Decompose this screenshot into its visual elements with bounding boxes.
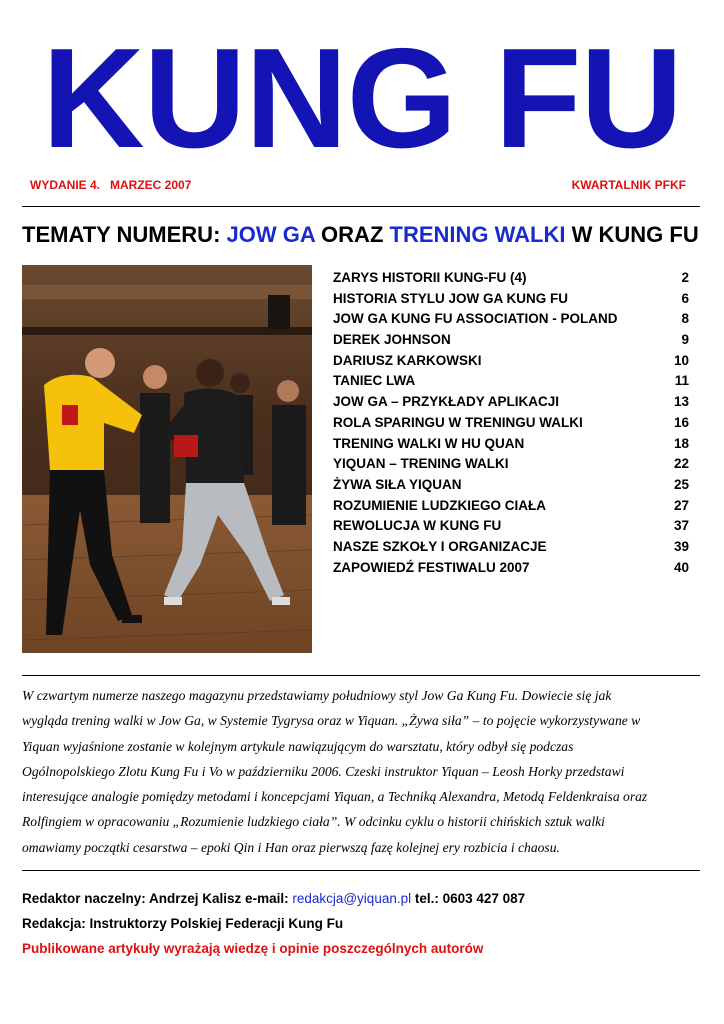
cover-photo [22, 265, 312, 653]
toc-item[interactable] [333, 413, 689, 434]
publication-name: KWARTALNIK PFKF [571, 178, 686, 192]
toc-item-page: 22 [673, 456, 689, 472]
toc-item-title: TRENING WALKI W HU QUAN [333, 435, 525, 451]
toc-item[interactable] [333, 516, 689, 537]
toc-item[interactable] [333, 454, 689, 475]
toc-item[interactable] [333, 268, 689, 289]
toc-item-page: 2 [681, 270, 689, 285]
toc-item-title: ROLA SPARINGU W TRENINGU WALKI [333, 414, 583, 430]
toc-item[interactable] [333, 496, 689, 517]
editor-label: Redaktor naczelny: Andrzej Kalisz e-mail: [22, 891, 293, 906]
intro-line: Ogólnopolskiego Zlotu Kung Fu i Vo w październiku 2006. Czeski instruktor Yiquan – Leosh Horky przedstawi [22, 763, 625, 779]
table-of-contents [333, 268, 689, 578]
headline-topic-jow-ga: JOW GA [226, 222, 315, 247]
toc-item[interactable] [333, 537, 689, 558]
toc-item[interactable] [333, 475, 689, 496]
toc-item[interactable] [333, 330, 689, 351]
staff-line: Redakcja: Instruktorzy Polskiej Federacji Kung Fu [22, 916, 344, 931]
headline-connector: ORAZ [314, 222, 390, 247]
top-divider [22, 206, 700, 207]
toc-item-title: DARIUSZ KARKOWSKI [333, 352, 482, 368]
toc-item-page: 27 [673, 497, 689, 513]
middle-divider [22, 675, 700, 676]
toc-item-title: YIQUAN – TRENING WALKI [333, 456, 509, 472]
intro-line: interesujące analogie pomiędzy metodami i koncepcjami Yiquan, a Techniką Alexandra, Metodą Feldenkraisa oraz [22, 789, 648, 805]
toc-item[interactable] [333, 309, 689, 330]
toc-item-page: 39 [673, 538, 689, 554]
intro-line: Rolfingiem w opracowaniu „Rozumienie ludzkiego ciała”. W odcinku cyklu o historii chińskich sztuk walki [22, 814, 605, 830]
toc-item-title: JOW GA – PRZYKŁADY APLIKACJI [333, 394, 560, 410]
toc-item[interactable] [333, 434, 689, 455]
toc-item-page: 10 [673, 352, 689, 368]
toc-item-title: ROZUMIENIE LUDZKIEGO CIAŁA [333, 497, 546, 513]
toc-item-title: HISTORIA STYLU JOW GA KUNG FU [333, 290, 569, 306]
toc-item-page: 9 [681, 332, 689, 348]
toc-item[interactable] [333, 289, 689, 310]
toc-item-page: 6 [681, 290, 689, 306]
headline-suffix: W KUNG FU [565, 222, 699, 247]
toc-item[interactable] [333, 558, 689, 579]
issue-headline [22, 222, 712, 248]
toc-item-title: NASZE SZKOŁY I ORGANIZACJE [333, 538, 547, 554]
toc-item-page: 8 [681, 311, 689, 327]
headline-prefix: TEMATY NUMERU: [22, 222, 227, 247]
toc-item-page: 40 [673, 559, 689, 575]
toc-item[interactable] [333, 392, 689, 413]
toc-item[interactable] [333, 371, 689, 392]
intro-line: omawiamy początki cesarstwa – epoki Qin i Han oraz pierwszą fazę kolejnej ery rozbicia i chaosu. [22, 839, 560, 855]
editor-phone: tel.: 0603 427 087 [411, 891, 526, 906]
masthead-title: KUNG FU [42, 19, 682, 178]
toc-item-page: 25 [673, 476, 689, 492]
toc-item[interactable] [333, 351, 689, 372]
editor-line [22, 888, 702, 913]
toc-item-title: ZARYS HISTORII KUNG-FU (4) [333, 270, 527, 285]
toc-item-title: JOW GA KUNG FU ASSOCIATION - POLAND [333, 311, 618, 327]
bottom-divider [22, 870, 700, 871]
headline-topic-trening-walki: TRENING WALKI [389, 222, 566, 247]
toc-item-title: DEREK JOHNSON [333, 332, 451, 348]
intro-line: Yiquan wyjaśnione zostanie w kolejnym artykule nawiązującym do warsztatu, który odbył się podczas [22, 738, 574, 754]
toc-item-page: 37 [673, 518, 689, 534]
toc-item-page: 18 [673, 435, 689, 451]
toc-item-title: ŻYWA SIŁA YIQUAN [333, 476, 462, 492]
credits-block [22, 888, 702, 963]
disclaimer-line: Publikowane artykuły wyrażają wiedzę i opinie poszczególnych autorów [22, 941, 484, 956]
toc-item-page: 13 [673, 394, 689, 410]
intro-line: wygląda trening walki w Jow Ga, w Systemie Tygrysa oraz w Yiquan. „Żywa siła” – to pojęcie wykorzystywane w [22, 713, 641, 729]
toc-item-title: REWOLUCJA W KUNG FU [333, 518, 502, 534]
cover-photo-illustration [22, 265, 312, 653]
intro-line: W czwartym numerze naszego magazynu przedstawiamy południowy styl Jow Ga Kung Fu. Dowiecie się jak [22, 688, 612, 703]
editor-email-link[interactable]: redakcja@yiquan.pl [292, 891, 412, 906]
toc-item-page: 11 [674, 373, 689, 389]
intro-paragraph [22, 683, 694, 860]
toc-item-page: 16 [673, 414, 689, 430]
toc-item-title: TANIEC LWA [333, 373, 416, 389]
issue-edition: WYDANIE 4. MARZEC 2007 [30, 178, 192, 192]
toc-item-title: ZAPOWIEDŹ FESTIWALU 2007 [333, 559, 530, 575]
